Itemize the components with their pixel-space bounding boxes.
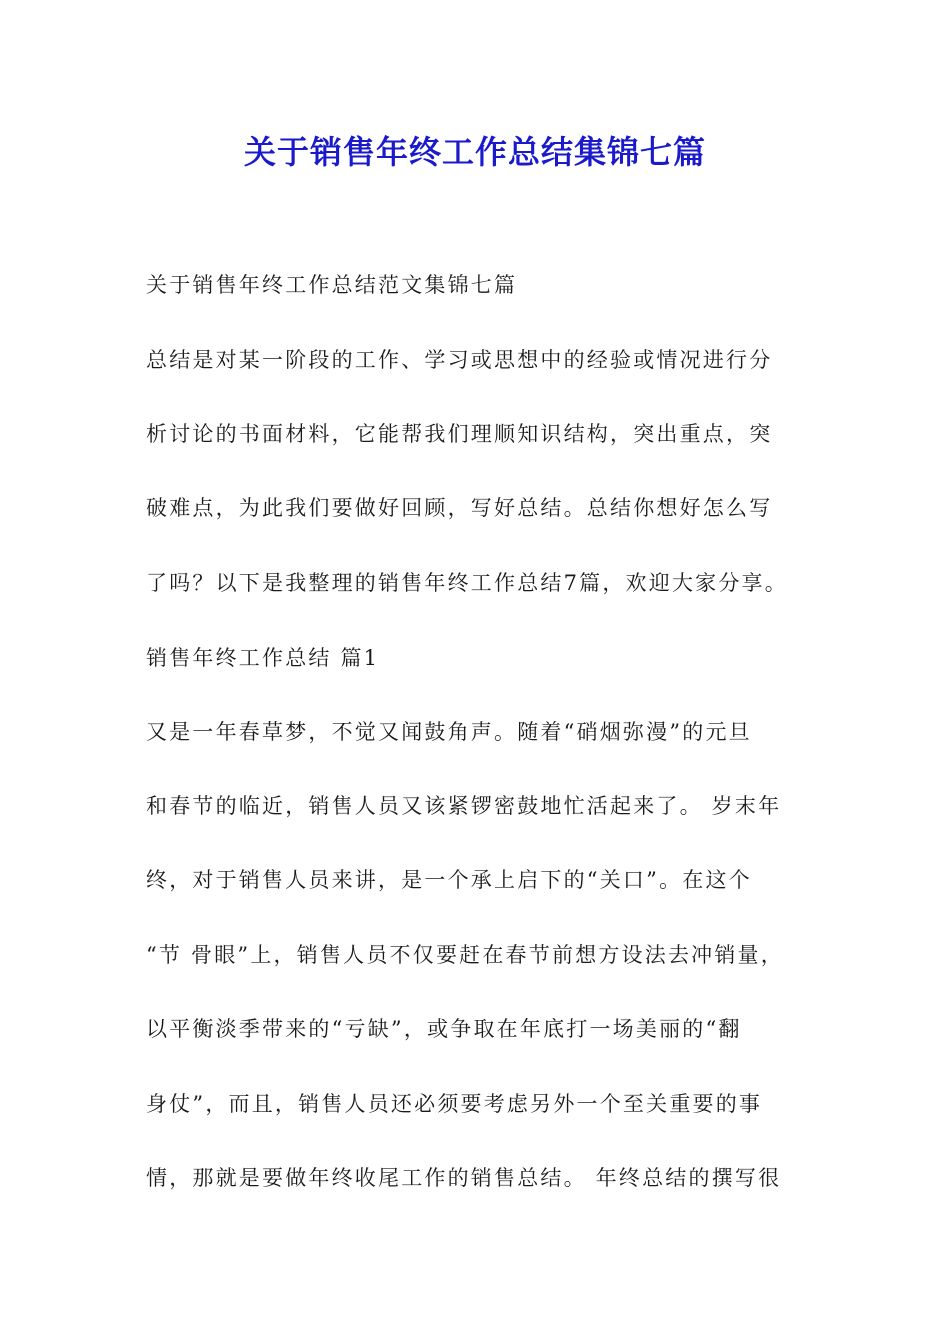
body-line: “节 骨眼”上，销售人员不仅要赶在春节前想方设法去冲销量，	[146, 943, 784, 967]
body-line: 析讨论的书面材料，它能帮我们理顺知识结构，突出重点，突	[146, 422, 773, 446]
subtitle-line: 关于销售年终工作总结范文集锦七篇	[146, 273, 518, 297]
body-line: 终，对于销售人员来讲，是一个承上启下的“关口”。在这个	[146, 868, 752, 892]
body-line: 情，那就是要做年终收尾工作的销售总结。 年终总结的撰写很	[146, 1166, 782, 1190]
body-line: 以平衡淡季带来的“亏缺”，或争取在年底打一场美丽的“翻	[146, 1017, 742, 1041]
document-title: 关于销售年终工作总结集锦七篇	[243, 133, 706, 171]
body-line: 总结是对某一阶段的工作、学习或思想中的经验或情况进行分	[146, 348, 773, 372]
body-line: 身仗”，而且，销售人员还必须要考虑另外一个至关重要的事	[146, 1092, 763, 1116]
body-line: 又是一年春草梦，不觉又闻鼓角声。随着“硝烟弥漫”的元旦	[146, 720, 752, 744]
body-line: 破难点，为此我们要做好回顾，写好总结。总结你想好怎么写	[146, 496, 773, 520]
body-line: 了吗？以下是我整理的销售年终工作总结7篇，欢迎大家分享。	[146, 571, 788, 595]
section-heading: 销售年终工作总结 篇1	[146, 646, 380, 670]
body-line: 和春节的临近，销售人员又该紧锣密鼓地忙活起来了。 岁末年	[146, 794, 782, 818]
